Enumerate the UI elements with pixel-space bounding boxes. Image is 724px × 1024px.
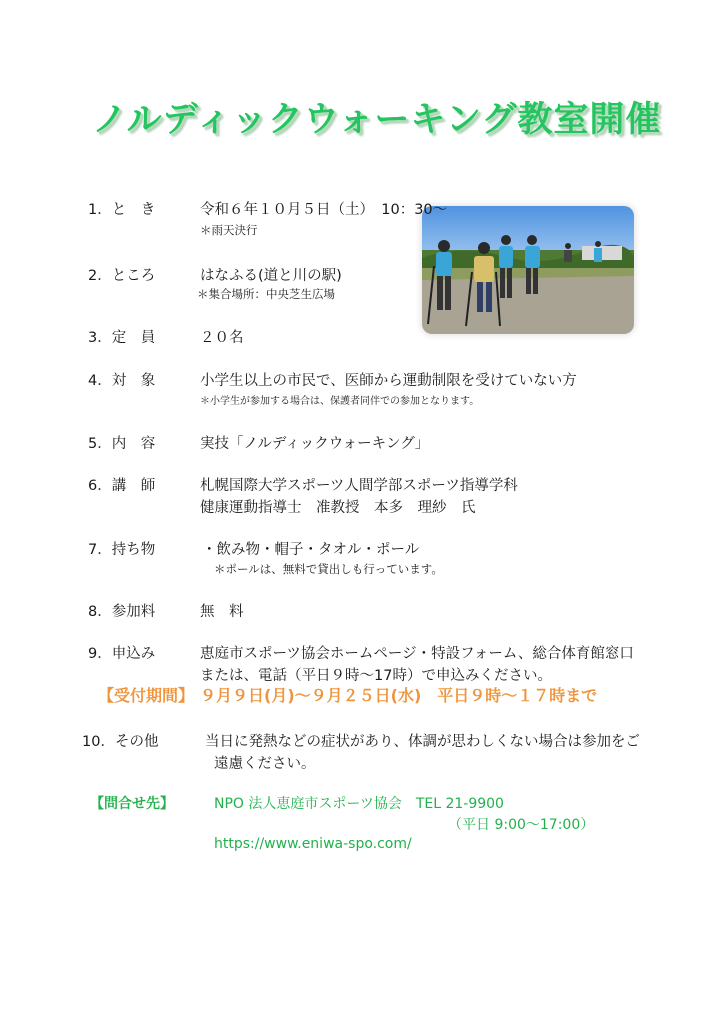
item-label: 10．その他 <box>82 734 159 750</box>
item-note: ＊小学生が参加する場合は、保護者同伴での参加となります。 <box>200 396 480 407</box>
reception-label: 【受付期間】 <box>98 686 195 705</box>
item-note: ＊集合場所：中央芝生広場 <box>197 287 335 301</box>
item-label: 3．定 員 <box>88 330 156 346</box>
nordic-walking-photo <box>422 206 634 334</box>
item-value: 恵庭市スポーツ協会ホームページ・特設フォーム、総合体育館窓口 <box>200 646 634 662</box>
item-value-line2: または、電話（平日９時～17時）で申込みください。 <box>200 668 552 684</box>
item-value: ・飲み物・帽子・タオル・ポール <box>202 542 420 558</box>
item-note: ＊ポールは、無料で貸出しも行っています。 <box>214 562 443 576</box>
item-label: 4．対 象 <box>88 373 156 389</box>
item-value: 実技「ノルディックウォーキング」 <box>200 436 430 452</box>
page-title: ノルディックウォーキング教室開催 <box>92 100 662 140</box>
item-value: 無 料 <box>200 604 244 620</box>
item-value-line2: 健康運動指導士 准教授 本多 理紗 氏 <box>200 500 476 516</box>
item-value: はなふる(道と川の駅) <box>200 268 342 284</box>
contact-label: 【問合せ先】 <box>90 796 174 812</box>
contact-url-link[interactable]: https://www.eniwa-spo.com/ <box>214 836 412 852</box>
item-label: 2．ところ <box>88 268 156 284</box>
item-value: ２０名 <box>200 330 244 346</box>
item-value-line2: 遠慮ください。 <box>214 756 316 772</box>
item-value: 令和６年１０月５日（土） 10：30～ <box>200 202 448 218</box>
item-label: 6．講 師 <box>88 478 156 494</box>
item-label: 7．持ち物 <box>88 542 156 558</box>
contact-hours: （平日 9:00～17:00） <box>448 817 595 833</box>
item-label: 8．参加料 <box>88 604 156 620</box>
item-value: 当日に発熱などの症状があり、体調が思わしくない場合は参加をご <box>205 734 640 750</box>
contact-org: NPO 法人恵庭市スポーツ協会 TEL 21-9900 <box>214 796 504 812</box>
item-note: ＊雨天決行 <box>200 223 258 237</box>
item-value: 札幌国際大学スポーツ人間学部スポーツ指導学科 <box>200 478 518 494</box>
item-value: 小学生以上の市民で、医師から運動制限を受けていない方 <box>200 373 577 389</box>
item-label: 9．申込み <box>88 646 156 662</box>
item-label: 5．内 容 <box>88 436 156 452</box>
item-label: 1．と き <box>88 202 156 218</box>
reception-period: ９月９日(月)～９月２５日(水) 平日９時～１７時まで <box>200 686 598 705</box>
